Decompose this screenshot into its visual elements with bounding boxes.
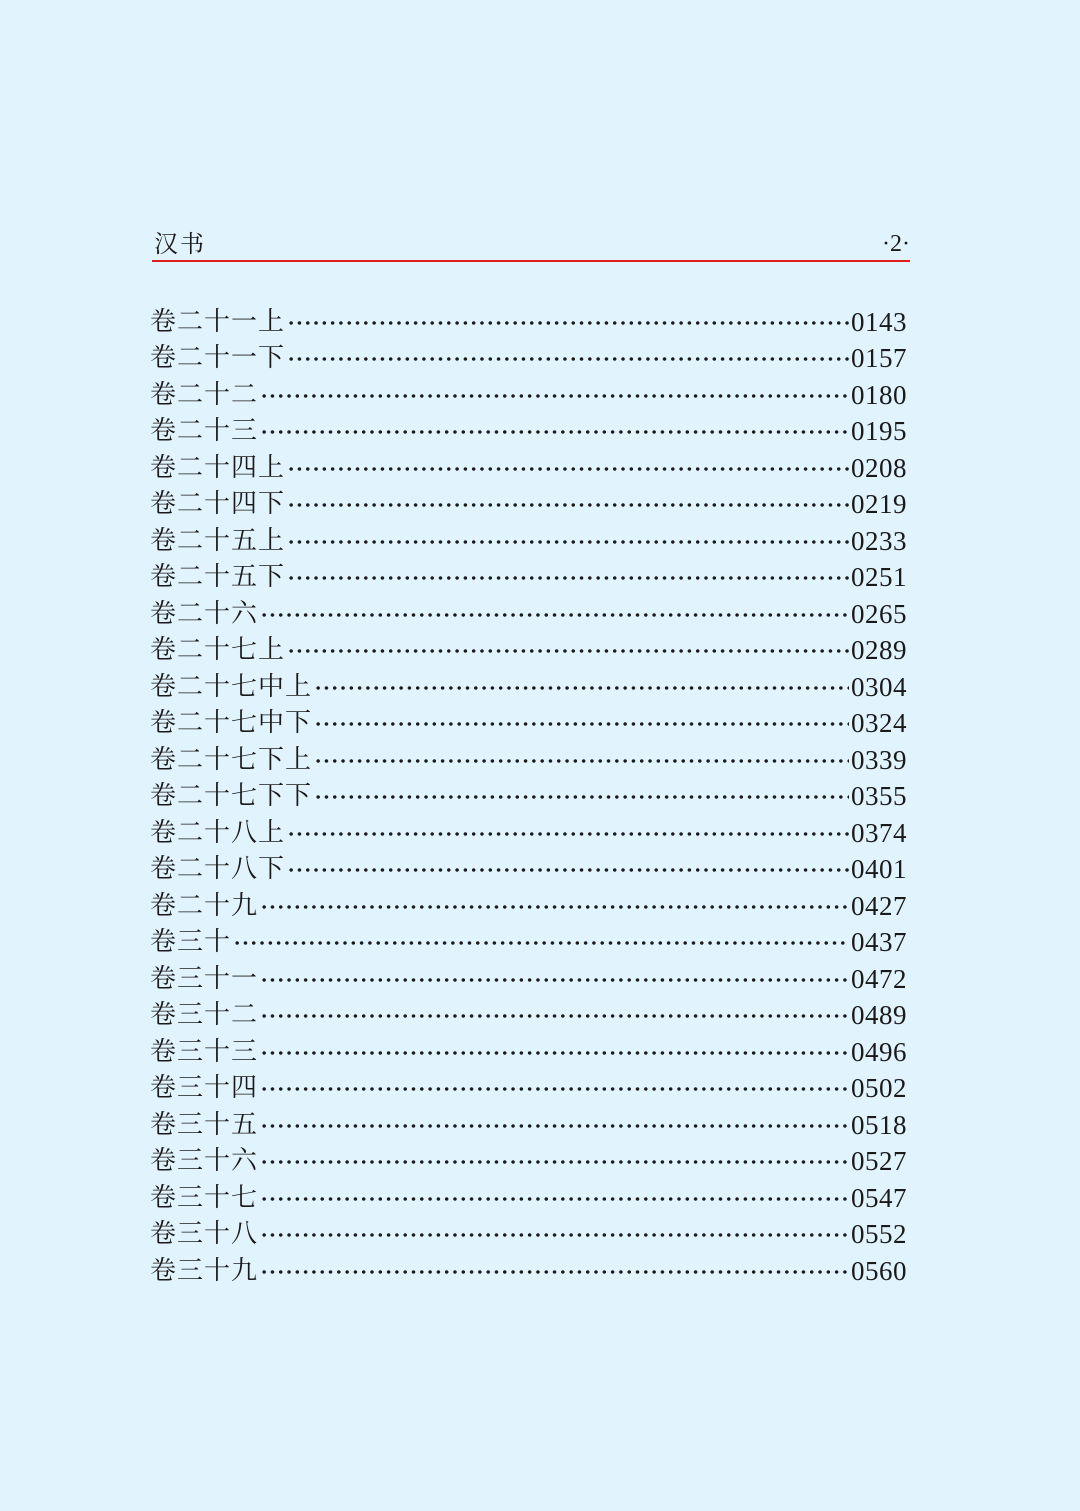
toc-entry-page-number: 0560 <box>851 1255 907 1286</box>
toc-entry-label: 卷二十八下 <box>150 854 286 884</box>
toc-entry[interactable] <box>150 997 907 1034</box>
toc-entry[interactable] <box>150 449 907 486</box>
toc-entry-label: 卷三十六 <box>150 1146 259 1176</box>
toc-entry-page-number: 0472 <box>851 963 907 994</box>
toc-entry-label: 卷三十五 <box>150 1109 259 1140</box>
table-of-contents <box>150 303 907 1289</box>
toc-entry-label: 卷三十一 <box>150 963 259 994</box>
toc-entry-page-number: 0233 <box>851 525 907 556</box>
dot-leader <box>285 340 851 376</box>
toc-entry[interactable] <box>150 668 907 705</box>
toc-entry[interactable] <box>150 376 907 413</box>
toc-entry-page-number: 0180 <box>851 379 907 410</box>
dot-leader <box>258 413 851 449</box>
toc-entry-label: 卷二十一上 <box>150 306 286 337</box>
toc-entry-label: 卷二十四下 <box>150 489 286 519</box>
dot-leader <box>258 1180 851 1216</box>
dot-leader <box>312 669 851 705</box>
dot-leader <box>285 450 851 486</box>
toc-entry-label: 卷三十二 <box>150 1000 259 1030</box>
toc-entry[interactable] <box>150 559 907 596</box>
page-number: ·2· <box>882 231 910 257</box>
dot-leader <box>285 632 851 668</box>
dot-leader <box>285 851 851 887</box>
toc-entry[interactable] <box>150 1252 907 1289</box>
toc-entry-page-number: 0304 <box>851 671 907 702</box>
toc-entry-page-number: 0324 <box>851 708 907 738</box>
toc-entry-label: 卷二十七中下 <box>150 708 313 738</box>
toc-entry[interactable] <box>150 924 907 961</box>
toc-entry[interactable] <box>150 1179 907 1216</box>
toc-entry-page-number: 0552 <box>851 1219 907 1249</box>
toc-entry-page-number: 0143 <box>851 306 907 337</box>
running-header <box>152 228 910 262</box>
toc-entry-page-number: 0437 <box>851 927 907 957</box>
toc-entry-label: 卷二十五下 <box>150 562 286 592</box>
toc-entry-page-number: 0502 <box>851 1073 907 1103</box>
toc-entry-page-number: 0489 <box>851 1000 907 1030</box>
toc-entry[interactable] <box>150 595 907 632</box>
dot-leader <box>285 559 851 595</box>
toc-entry-page-number: 0339 <box>851 744 907 775</box>
toc-entry[interactable] <box>150 303 907 340</box>
toc-entry-label: 卷三十 <box>150 927 232 957</box>
dot-leader <box>258 961 851 997</box>
toc-entry[interactable] <box>150 1070 907 1107</box>
toc-entry-page-number: 0208 <box>851 452 907 483</box>
toc-entry[interactable] <box>150 778 907 815</box>
dot-leader <box>258 596 851 632</box>
toc-entry[interactable] <box>150 960 907 997</box>
toc-entry[interactable] <box>150 814 907 851</box>
toc-entry-label: 卷二十八上 <box>150 817 286 848</box>
toc-entry[interactable] <box>150 1033 907 1070</box>
toc-entry-label: 卷二十九 <box>150 890 259 921</box>
dot-leader <box>285 486 851 522</box>
toc-entry-label: 卷二十三 <box>150 416 259 446</box>
toc-entry-label: 卷二十七下上 <box>150 744 313 775</box>
toc-entry-label: 卷三十四 <box>150 1073 259 1103</box>
toc-entry-label: 卷二十一下 <box>150 343 286 373</box>
dot-leader <box>258 1034 851 1070</box>
toc-entry-label: 卷二十六 <box>150 598 259 629</box>
toc-entry[interactable] <box>150 522 907 559</box>
toc-entry[interactable] <box>150 1143 907 1180</box>
toc-entry[interactable] <box>150 1216 907 1253</box>
header-rule <box>152 260 910 262</box>
dot-leader <box>258 1216 851 1252</box>
toc-entry[interactable] <box>150 486 907 523</box>
toc-entry-label: 卷二十四上 <box>150 452 286 483</box>
dot-leader <box>258 888 851 924</box>
book-title: 汉书 <box>154 230 206 258</box>
toc-entry-label: 卷三十八 <box>150 1219 259 1249</box>
toc-entry-page-number: 0251 <box>851 562 907 592</box>
toc-entry-label: 卷三十九 <box>150 1255 259 1286</box>
dot-leader <box>231 924 851 960</box>
dot-leader <box>258 1253 851 1289</box>
toc-entry-page-number: 0289 <box>851 635 907 665</box>
toc-entry-label: 卷二十七下下 <box>150 781 313 811</box>
toc-entry-page-number: 0195 <box>851 416 907 446</box>
dot-leader <box>312 742 851 778</box>
toc-entry-page-number: 0355 <box>851 781 907 811</box>
toc-entry-page-number: 0219 <box>851 489 907 519</box>
toc-entry-page-number: 0496 <box>851 1036 907 1067</box>
toc-entry-label: 卷二十七中上 <box>150 671 313 702</box>
toc-entry-label: 卷二十七上 <box>150 635 286 665</box>
toc-entry[interactable] <box>150 705 907 742</box>
toc-entry-page-number: 0374 <box>851 817 907 848</box>
toc-entry-page-number: 0547 <box>851 1182 907 1213</box>
toc-entry[interactable] <box>150 340 907 377</box>
dot-leader <box>258 1107 851 1143</box>
toc-entry-label: 卷二十五上 <box>150 525 286 556</box>
toc-entry[interactable] <box>150 851 907 888</box>
toc-entry[interactable] <box>150 632 907 669</box>
dot-leader <box>258 1143 851 1179</box>
dot-leader <box>258 1070 851 1106</box>
toc-entry-label: 卷三十三 <box>150 1036 259 1067</box>
toc-entry-page-number: 0157 <box>851 343 907 373</box>
toc-entry-label: 卷二十二 <box>150 379 259 410</box>
dot-leader <box>285 815 851 851</box>
dot-leader <box>258 377 851 413</box>
toc-entry[interactable] <box>150 1106 907 1143</box>
toc-entry-page-number: 0265 <box>851 598 907 629</box>
toc-entry-label: 卷三十七 <box>150 1182 259 1213</box>
toc-entry[interactable] <box>150 413 907 450</box>
toc-entry-page-number: 0527 <box>851 1146 907 1176</box>
dot-leader <box>258 997 851 1033</box>
toc-entry-page-number: 0401 <box>851 854 907 884</box>
toc-entry-page-number: 0518 <box>851 1109 907 1140</box>
toc-entry[interactable] <box>150 887 907 924</box>
dot-leader <box>285 304 851 340</box>
toc-entry[interactable] <box>150 741 907 778</box>
dot-leader <box>312 778 851 814</box>
dot-leader <box>312 705 851 741</box>
dot-leader <box>285 523 851 559</box>
toc-entry-page-number: 0427 <box>851 890 907 921</box>
